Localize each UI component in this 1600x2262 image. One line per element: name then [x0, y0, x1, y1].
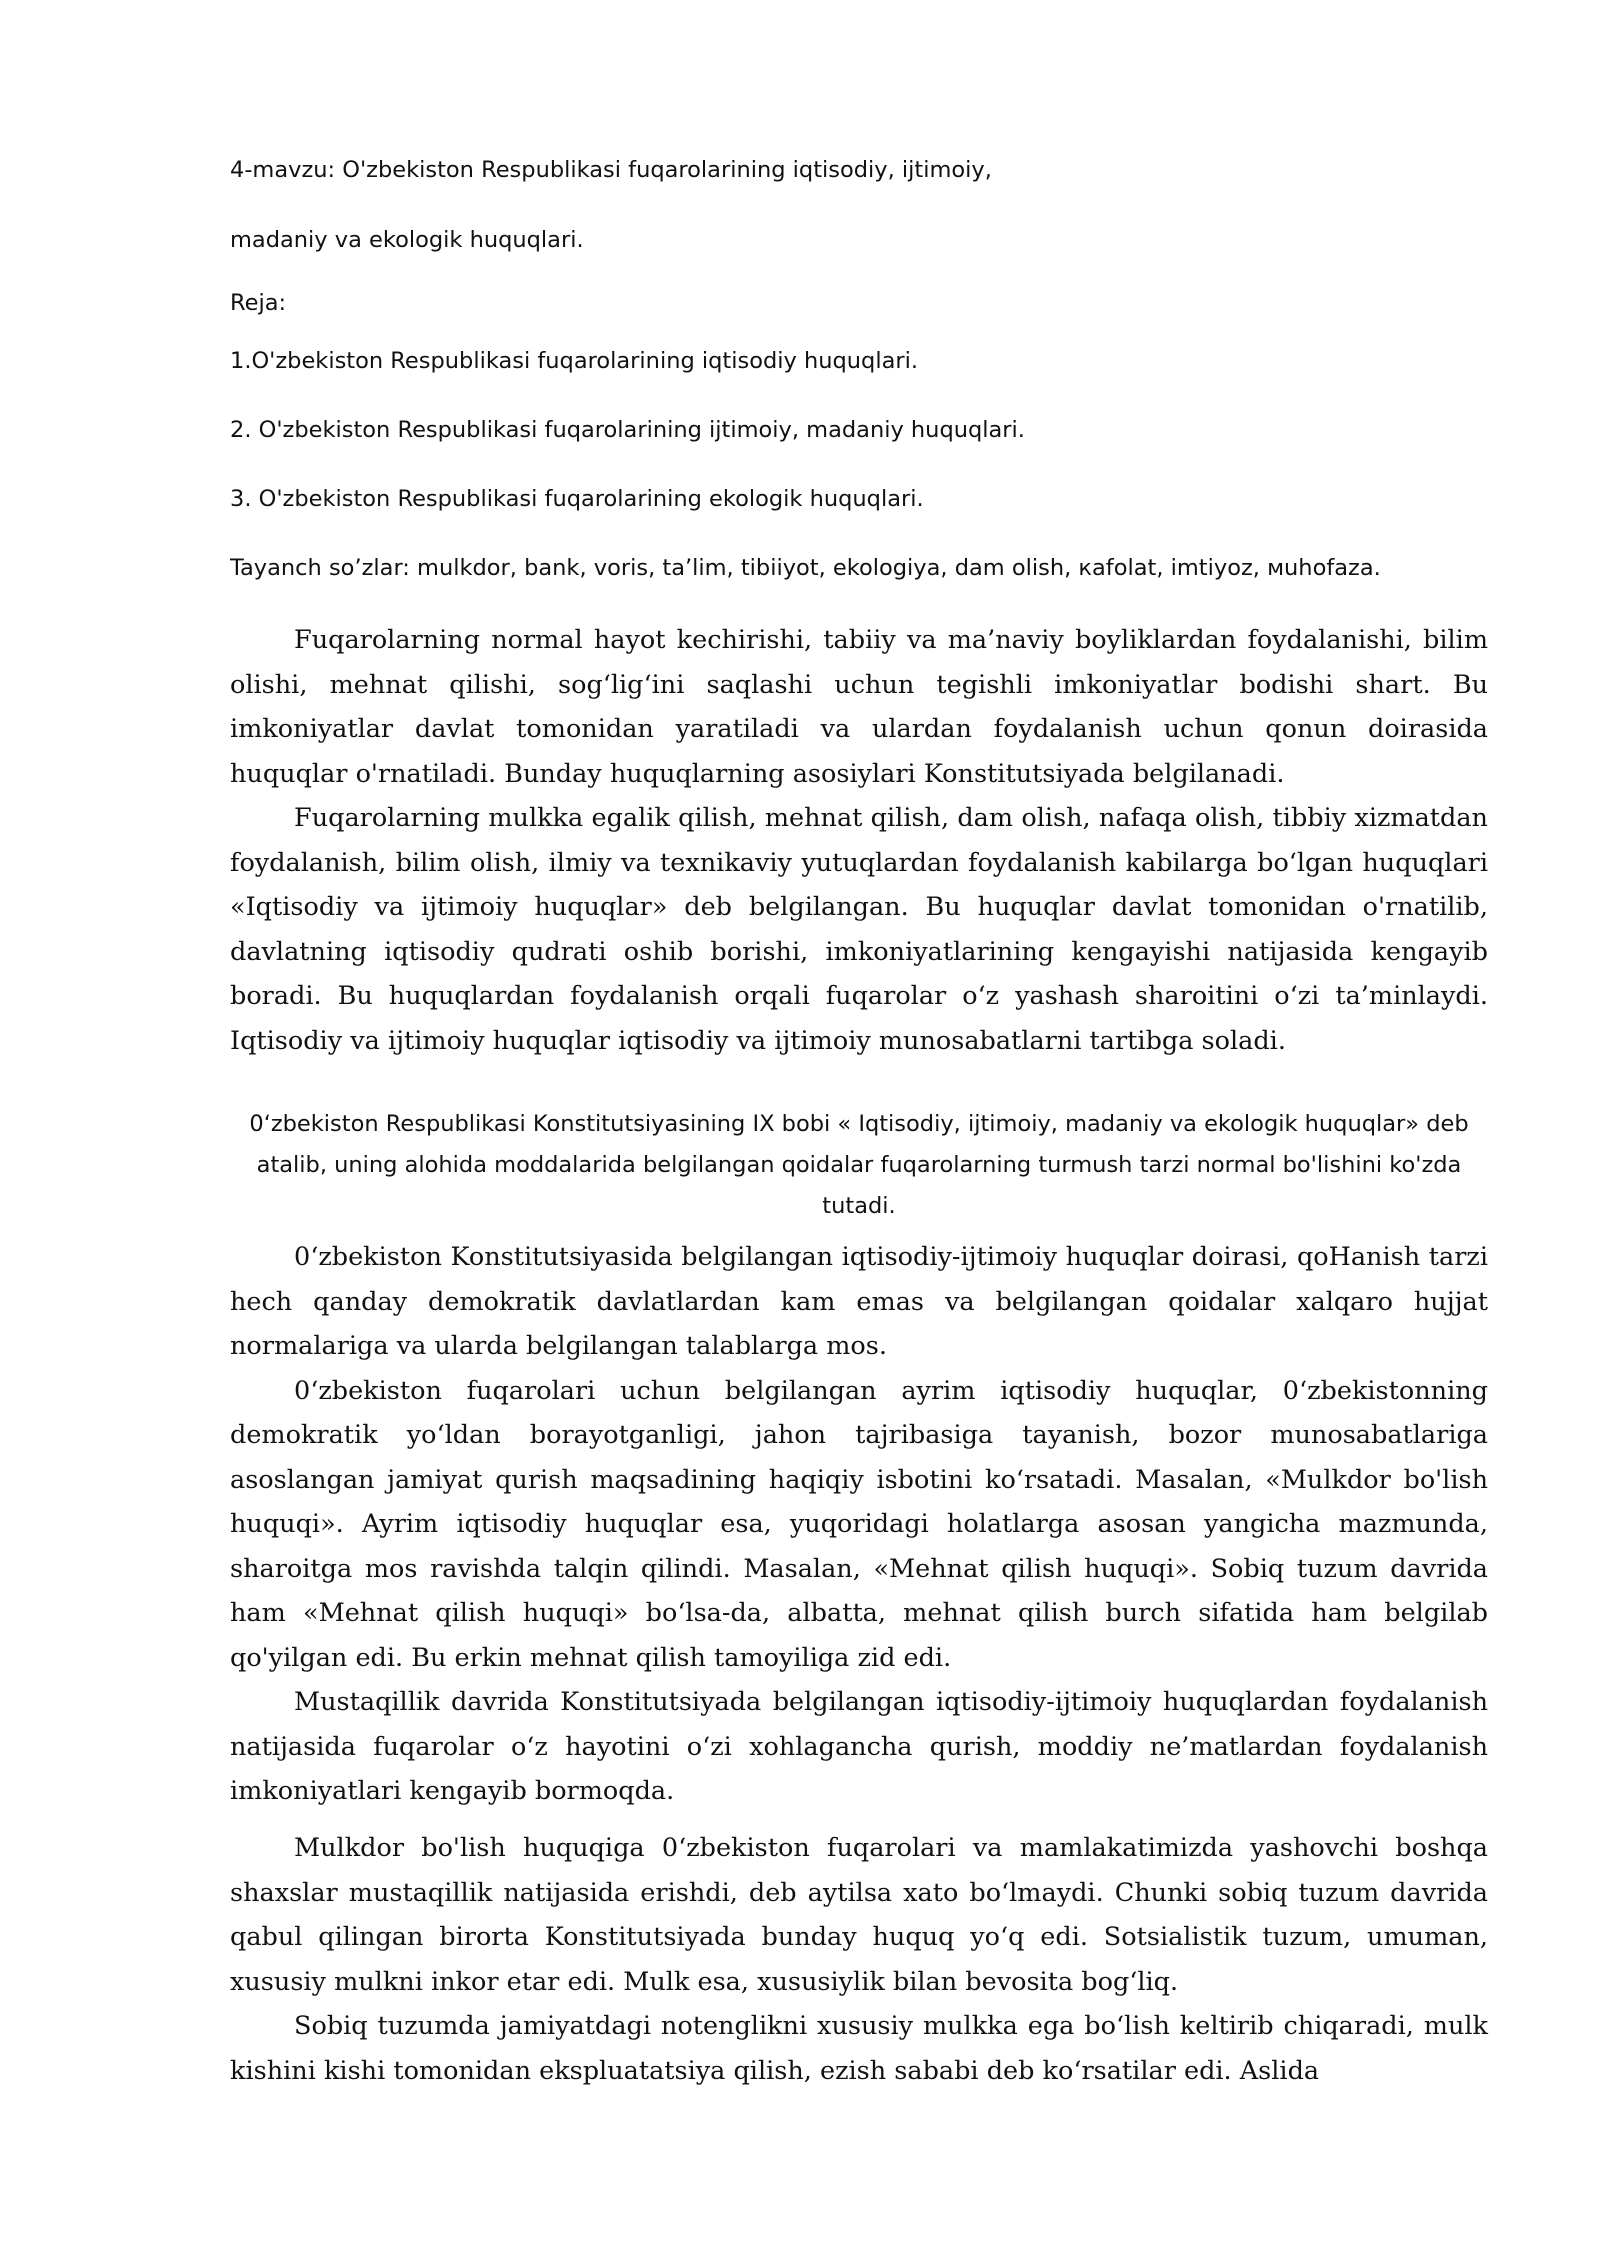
paragraph: Fuqarolarning mulkka egalik qilish, mehnat qilish, dam olish, nafaqa olish, tibbiy xizmatdan foydalanish, bilim olish, ilmiy va texnikaviy yutuqlardan foydalanish kabilarga bo‘lgan huquqlari «Iqtisodiy va ijtimoiy huquqlar» deb belgilangan. Bu huquqlar davlat tomonidan o'rnatilib, davlatning iqtisodiy qudrati oshib borishi, imkoniyatlarining kengayishi natijasida kengayib boradi. Bu huquqlardan foydalanish orqali fuqarolar o‘z yashash sharoitini o‘zi ta’minlaydi. Iqtisodiy va ijtimoiy huquqlar iqtisodiy va ijtimoiy munosabatlarni tartibga soladi.	[230, 803, 1488, 1056]
centered-note: 0‘zbekiston Respublikasi Konstitutsiyasining IX bobi « Iqtisodiy, ijtimoiy, madaniy va ekologik huquqlar» deb atalib, uning alohida moddalarida belgilangan qoidalar fuqarolarning turmush tarzi normal bo'lishini ko'zda tutadi.	[249, 1111, 1469, 1219]
keywords-line: Tayanch so’zlar: mulkdor, bank, voris, ta’lim, tibiiyot, ekologiya, dam olish, кafolat, imtiyoz, мuhofaza.	[230, 555, 1381, 581]
section-property	[230, 1826, 1488, 2093]
plan-item-3: 3. O'zbekiston Respublikasi fuqarolarining ekologik huquqlari.	[230, 486, 924, 512]
section-intro	[230, 618, 1488, 1063]
paragraph: 0‘zbekiston fuqarolari uchun belgilangan ayrim iqtisodiy huquqlar, 0‘zbekistonning demokratik yo‘ldan borayotganligi, jahon tajribasiga tayanish, bozor munosabatlariga asoslangan jamiyat qurish maqsadining haqiqiy isbotini ko‘rsatadi. Masalan, «Mulkdor bo'lish huquqi». Ayrim iqtisodiy huquqlar esa, yuqoridagi holatlarga asosan yangicha mazmunda, sharoitga mos ravishda talqin qilindi. Masalan, «Mehnat qilish huquqi». Sobiq tuzum davrida ham «Mehnat qilish huquqi» bo‘lsa-da, albatta, mehnat qilish burch sifatida ham belgilab qo'yilgan edi. Bu erkin mehnat qilish tamoyiliga zid edi.	[230, 1375, 1488, 1673]
topic-title-line-1: 4-mavzu: O'zbekiston Respublikasi fuqarolarining iqtisodiy, ijtimoiy,	[230, 157, 992, 183]
plan-item-2: 2. O'zbekiston Respublikasi fuqarolarining ijtimoiy, madaniy huquqlari.	[230, 417, 1025, 443]
topic-title-line-2: madaniy va ekologik huquqlari.	[230, 227, 584, 253]
paragraph: Fuqarolarning normal hayot kechirishi, tabiiy va ma’naviy boyliklardan foydalanishi, bilim olishi, mehnat qilishi, sog‘lig‘ini saqlashi uchun tegishli imkoniyatlar bodishi shart. Bu imkoniyatlar davlat tomonidan yaratiladi va ulardan foydalanish uchun qonun doirasida huquqlar o'rnatiladi. Bunday huquqlarning asosiylari Konstitutsiyada belgilanadi.	[230, 625, 1488, 789]
paragraph: 0‘zbekiston Konstitutsiyasida belgilangan iqtisodiy-ijtimoiy huquqlar doirasi, qoHanish tarzi hech qanday demokratik davlatlardan kam emas va belgilangan qoidalar xalqaro hujjat normalariga va ularda belgilangan talablarga mos.	[230, 1242, 1488, 1361]
paragraph: Mustaqillik davrida Konstitutsiyada belgilangan iqtisodiy-ijtimoiy huquqlardan foydalanish natijasida fuqarolar o‘z hayotini o‘zi xohlagancha qurish, moddiy ne’matlardan foydalanish imkoniyatlari kengayib bormoqda.	[230, 1687, 1488, 1806]
paragraph: Sobiq tuzumda jamiyatdagi notenglikni xususiy mulkka ega bo‘lish keltirib chiqaradi, mulk kishini kishi tomonidan ekspluatatsiya qilish, ezish sababi deb ko‘rsatilar edi. Aslida	[230, 2011, 1488, 2086]
plan-item-1: 1.O'zbekiston Respublikasi fuqarolarining iqtisodiy huquqlari.	[230, 348, 919, 374]
section-rights	[230, 1235, 1488, 1814]
paragraph: Mulkdor bo'lish huquqiga 0‘zbekiston fuqarolari va mamlakatimizda yashovchi boshqa shaxslar mustaqillik natijasida erishdi, deb aytilsa xato bo‘lmaydi. Chunki sobiq tuzum davrida qabul qilingan birorta Konstitutsiyada bunday huquq yo‘q edi. Sotsialistik tuzum, umuman, xususiy mulkni inkor etar edi. Mulk esa, xususiylik bilan bevosita bog‘liq.	[230, 1833, 1488, 1997]
plan-label: Reja:	[230, 290, 287, 316]
